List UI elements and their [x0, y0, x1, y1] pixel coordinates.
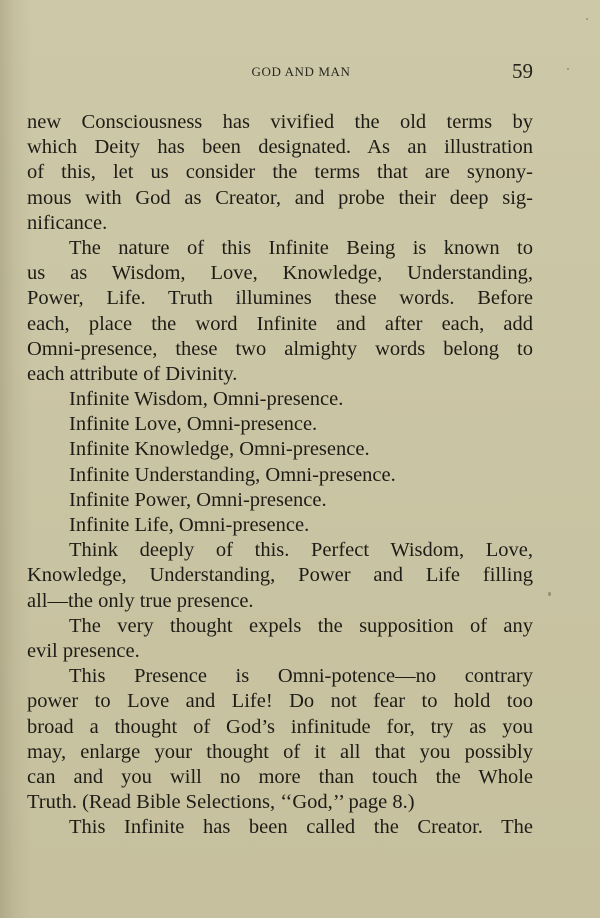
text-line: new Consciousness has vivified the old terms by — [27, 111, 533, 133]
list-item: Infinite Power, Omni-presence. — [69, 488, 327, 511]
text-line: all—the only true presence. — [27, 589, 254, 612]
list-item: Infinite Understanding, Omni-presence. — [69, 463, 396, 486]
text-line: Knowledge, Understanding, Power and Life filling — [27, 564, 533, 587]
body-text — [27, 110, 533, 840]
text-line: This Presence is Omni-potence—no contrary — [69, 665, 533, 688]
text-line: The very thought expels the supposition of any — [69, 614, 533, 637]
page-number: 59 — [512, 59, 533, 83]
text-line: can and you will no more than touch the Whole — [27, 765, 533, 788]
text-line: This Infinite has been called the Creator. The — [69, 816, 533, 839]
text-line: power to Love and Life! Do not fear to hold too — [27, 690, 533, 713]
text-line: each attribute of Divinity. — [27, 362, 238, 385]
running-title: GOD AND MAN — [251, 64, 351, 79]
text-line: nificance. — [27, 211, 108, 234]
text-line: mous with God as Creator, and probe their deep sig- — [27, 186, 533, 209]
text-line: Power, Life. Truth illumines these words. Before — [27, 287, 533, 310]
text-line: Omni-presence, these two almighty words belong to — [27, 337, 533, 360]
text-line: may, enlarge your thought of it all that you possibly — [27, 740, 533, 763]
text-line: of this, let us consider the terms that are synony- — [27, 161, 533, 184]
text-line: The nature of this Infinite Being is known to — [69, 236, 533, 259]
list-item: Infinite Love, Omni-presence. — [69, 413, 318, 436]
scan-speck — [586, 18, 588, 20]
text-line: each, place the word Infinite and after each, add — [27, 312, 533, 335]
list-item: Infinite Life, Omni-presence. — [69, 514, 310, 536]
text-line: Truth. (Read Bible Selections, ‘‘God,’’ page 8.) — [27, 791, 415, 814]
text-line: evil presence. — [27, 639, 140, 662]
list-item: Infinite Wisdom, Omni-presence. — [69, 388, 344, 411]
text-line: Think deeply of this. Perfect Wisdom, Love, — [69, 539, 533, 562]
scan-speck — [567, 68, 569, 70]
list-item: Infinite Knowledge, Omni-presence. — [69, 438, 370, 461]
text-line: broad a thought of God’s infinitude for, try as you — [27, 715, 533, 738]
scan-speck — [548, 592, 551, 596]
text-line: us as Wisdom, Love, Knowledge, Understanding, — [27, 262, 533, 285]
running-head — [27, 60, 533, 86]
text-line: which Deity has been designated. As an illustration — [27, 136, 533, 159]
